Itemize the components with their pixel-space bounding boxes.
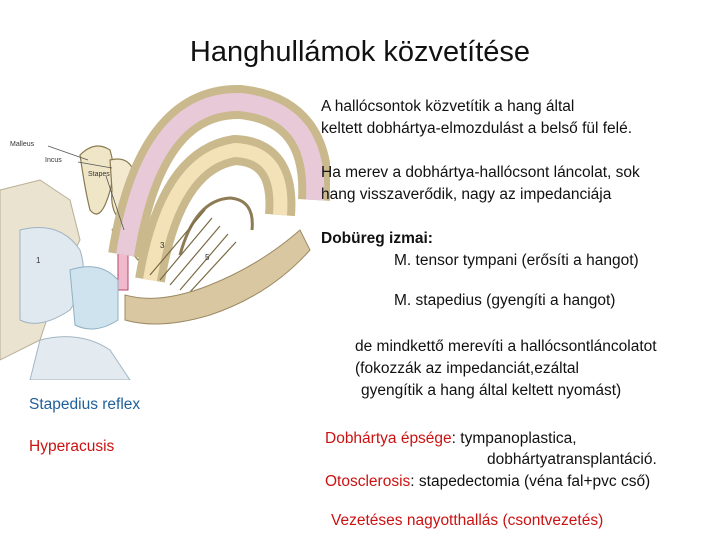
- treatment-dobhartya-line2: dobhártyatransplantáció.: [487, 451, 657, 468]
- paragraph-stiffening-line2: (fokozzák az impedanciát,ezáltal: [355, 360, 580, 377]
- page-title: Hanghullámok közvetítése: [189, 36, 531, 68]
- treatment-otosclerosis: [325, 471, 650, 493]
- conductive-hearing-loss: Vezetéses nagyotthallás (csontvezetés): [331, 512, 604, 529]
- figure-label-5: 5: [205, 253, 210, 262]
- paragraph-ossicles-line2: keltett dobhártya-elmozdulást a belső fül felé.: [321, 120, 633, 137]
- treatment-otosclerosis-term: Otosclerosis: [325, 473, 411, 490]
- figure-label-incus: Incus: [45, 157, 62, 164]
- paragraph-ossicles-line1: A hallócsontok közvetítik a hang által: [321, 98, 575, 115]
- stapedius-reflex-label: Stapedius reflex: [29, 396, 141, 413]
- treatment-dobhartya-term: Dobhártya épsége: [325, 430, 452, 447]
- treatment-dobhartya: [325, 428, 577, 450]
- figure-label-3: 3: [160, 241, 165, 250]
- figure-label-malleus: Malleus: [10, 141, 35, 148]
- paragraph-impedance-line2: hang visszaverődik, nagy az impedanciája: [321, 186, 612, 203]
- muscle-tensor-tympani: M. tensor tympani (erősíti a hangot): [394, 252, 639, 269]
- paragraph-stiffening-line3: gyengítik a hang által keltett nyomást): [361, 382, 622, 399]
- treatment-dobhartya-sep: : tympanoplastica,: [451, 430, 577, 447]
- muscle-stapedius: M. stapedius (gyengíti a hangot): [394, 292, 616, 309]
- ear-anatomy-illustration: [0, 80, 330, 380]
- treatment-otosclerosis-rest: : stapedectomia (véna fal+pvc cső): [410, 473, 651, 490]
- paragraph-impedance-line1: Ha merev a dobhártya-hallócsont láncolat, sok: [321, 164, 640, 181]
- figure-label-stapes: Stapes: [88, 171, 110, 178]
- muscles-heading: Dobüreg izmai:: [321, 230, 433, 247]
- hyperacusis-label: Hyperacusis: [29, 438, 115, 455]
- figure-label-1: 1: [36, 256, 41, 265]
- paragraph-stiffening-line1: de mindkettő merevíti a hallócsontláncolatot: [355, 338, 657, 355]
